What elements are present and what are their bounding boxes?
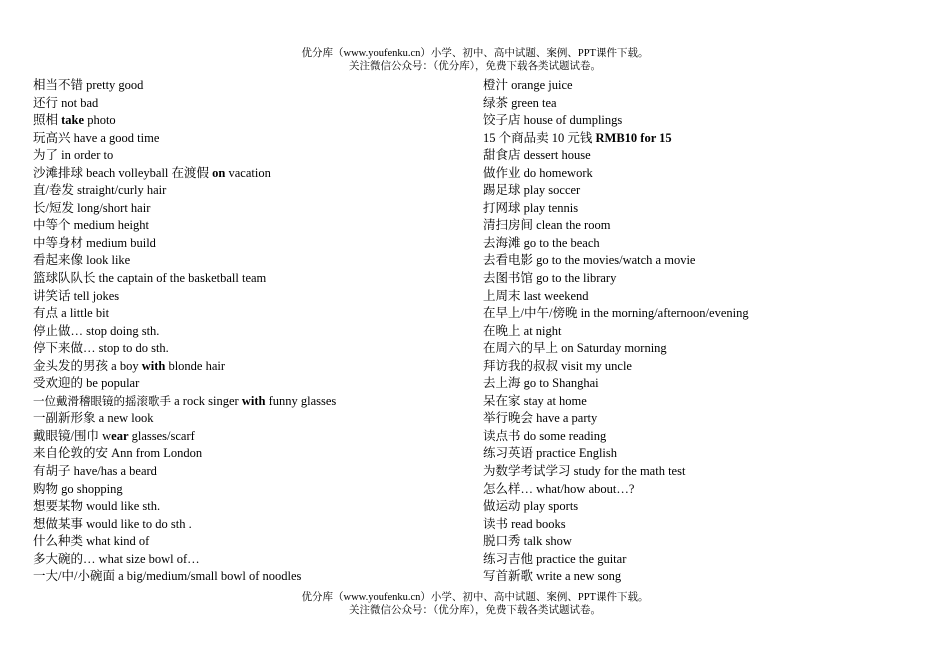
english-term: tell jokes (70, 288, 120, 303)
english-term: on Saturday morning (558, 341, 667, 356)
chinese-term: 举行晚会 (483, 411, 534, 426)
chinese-term: 去看电影 (483, 253, 534, 268)
english-term: clean the room (533, 218, 611, 233)
vocab-row (33, 498, 336, 516)
vocab-row (483, 77, 749, 95)
chinese-term: 绿茶 (483, 95, 509, 110)
english-term: play tennis (520, 200, 579, 215)
header-line-1: 优分库（www.youfenku.cn）小学、初中、高中试题、案例、PPT课件下载。 (301, 48, 649, 59)
english-term: a big/medium/small bowl of noodles (114, 569, 302, 584)
english-term: glasses/scarf (128, 428, 195, 443)
vocab-row (33, 516, 336, 534)
vocab-row (33, 340, 336, 358)
english-term: medium height (70, 218, 149, 233)
vocab-row (483, 305, 749, 323)
english-term: go to the beach (520, 235, 600, 250)
english-term: w (98, 428, 112, 443)
vocab-row (483, 428, 749, 446)
chinese-term: 为了 (33, 148, 59, 163)
vocab-row (483, 130, 749, 148)
english-term: practice English (533, 446, 618, 461)
english-term: visit my uncle (558, 358, 632, 373)
chinese-term: 看起来像 (33, 253, 84, 268)
english-term: funny glasses (265, 393, 337, 408)
vocab-row (483, 182, 749, 200)
english-term: orange juice (508, 78, 573, 92)
chinese-term: 饺子店 (483, 113, 521, 128)
english-term: stop to do sth. (95, 341, 169, 356)
chinese-term: 相当不错 (33, 78, 84, 92)
english-term: photo (84, 113, 116, 128)
chinese-term: 长/短发 (33, 200, 74, 215)
vocab-row (483, 568, 749, 586)
vocab-row (33, 130, 336, 148)
chinese-term: 来自伦敦的安 (33, 446, 109, 461)
chinese-term: 停止做… (33, 323, 84, 338)
vocab-row (33, 445, 336, 463)
english-term: do homework (520, 165, 593, 180)
vocab-row (33, 428, 336, 446)
english-term: blonde hair (165, 358, 226, 373)
vocab-row (33, 270, 336, 288)
vocab-row (483, 410, 749, 428)
english-term: go to the library (533, 271, 617, 286)
english-term: would like sth. (83, 499, 161, 514)
english-term: a boy (108, 358, 142, 373)
vocab-row (483, 200, 749, 218)
chinese-term: 戴眼镜/围巾 (33, 428, 99, 443)
vocab-row (33, 147, 336, 165)
chinese-term: 还行 (33, 95, 59, 110)
english-term: go shopping (58, 481, 123, 496)
chinese-term: 清扫房间 (483, 218, 534, 233)
vocab-row (33, 95, 336, 113)
chinese-term: 多大碗的… (33, 551, 96, 566)
vocab-row (483, 323, 749, 341)
english-term: what/how about…? (533, 481, 635, 496)
chinese-term: 去海滩 (483, 235, 521, 250)
chinese-term: 照相 (33, 113, 59, 128)
vocab-row (483, 551, 749, 569)
vocab-row (33, 112, 336, 130)
vocab-row (33, 165, 336, 183)
chinese-term: 去图书馆 (483, 271, 534, 286)
chinese-term: 一大/中/小碗面 (33, 569, 115, 584)
chinese-term: 在晚上 (483, 323, 521, 338)
vocab-row (33, 375, 336, 393)
chinese-term: 一副新形象 (33, 411, 96, 426)
vocab-row (483, 481, 749, 499)
chinese-term: 想做某事 (33, 516, 84, 531)
chinese-term: 读点书 (483, 428, 521, 443)
chinese-term: 玩高兴 (33, 130, 71, 145)
chinese-term: 为数学考试学习 (483, 464, 571, 479)
chinese-term: 做作业 (483, 165, 521, 180)
english-term: medium build (83, 235, 156, 250)
chinese-term: 中等身材 (33, 235, 84, 250)
english-term-bold: RMB10 for 15 (595, 130, 672, 145)
english-term: write a new song (533, 569, 622, 584)
chinese-term: 做运动 (483, 499, 521, 514)
english-term: the captain of the basketball team (95, 271, 267, 286)
vocab-row (483, 252, 749, 270)
chinese-term: 去上海 (483, 376, 521, 391)
vocab-row (33, 235, 336, 253)
chinese-term: 打网球 (483, 200, 521, 215)
page-header (0, 47, 950, 73)
vocab-row (483, 147, 749, 165)
vocab-row (483, 445, 749, 463)
vocab-row (483, 533, 749, 551)
english-term: play sports (520, 499, 579, 514)
english-term: stop doing sth. (83, 323, 160, 338)
chinese-term: 读书 (483, 516, 509, 531)
page-footer (0, 591, 950, 617)
chinese-term: 有点 (33, 306, 59, 321)
english-term: what kind of (83, 534, 150, 549)
vocab-row (33, 200, 336, 218)
chinese-term: 有胡子 (33, 464, 71, 479)
english-term-bold: with (141, 358, 166, 373)
vocab-row (33, 393, 336, 411)
vocab-row (33, 481, 336, 499)
chinese-term: 15 个商品卖 10 元钱 (483, 130, 593, 145)
english-term: go to the movies/watch a movie (533, 253, 696, 268)
english-term: do some reading (520, 428, 607, 443)
english-term: vacation (225, 165, 271, 180)
english-term: a little bit (58, 306, 110, 321)
english-term: dessert house (520, 148, 591, 163)
vocab-row (483, 270, 749, 288)
chinese-term: 甜食店 (483, 148, 521, 163)
vocab-row (483, 112, 749, 130)
english-term: straight/curly hair (73, 183, 167, 198)
vocab-row (483, 463, 749, 481)
vocab-row (33, 182, 336, 200)
chinese-term: 上周末 (483, 288, 521, 303)
english-term: in order to (58, 148, 114, 163)
vocab-row (483, 217, 749, 235)
english-term: house of dumplings (520, 113, 623, 128)
chinese-term: 什么种类 (33, 534, 84, 549)
vocab-row (33, 358, 336, 376)
footer-line-1: 优分库（www.youfenku.cn）小学、初中、高中试题、案例、PPT课件下载。 (301, 592, 649, 603)
english-term: Ann from London (108, 446, 203, 461)
vocab-row (483, 375, 749, 393)
vocab-row (33, 77, 336, 95)
english-term: long/short hair (73, 200, 151, 215)
english-term: be popular (83, 376, 140, 391)
vocab-row (483, 340, 749, 358)
english-term-bold: on (212, 165, 226, 180)
chinese-term: 练习英语 (483, 446, 534, 461)
chinese-term: 踢足球 (483, 183, 521, 198)
english-term: study for the math test (570, 464, 686, 479)
vocab-row (33, 533, 336, 551)
chinese-term: 金头发的男孩 (33, 358, 109, 373)
footer-line-2: 关注微信公众号：（优分库），免费下载各类试题试卷。 (349, 605, 601, 616)
english-term-bold: ear (111, 428, 129, 443)
vocab-row (33, 463, 336, 481)
chinese-term: 购物 (33, 481, 59, 496)
chinese-term: 讲笑话 (33, 288, 71, 303)
chinese-term: 怎么样… (483, 481, 534, 496)
vocab-row (483, 358, 749, 376)
chinese-term: 中等个 (33, 218, 71, 233)
left-vocabulary-column (33, 77, 336, 586)
vocab-row (483, 516, 749, 534)
english-term: a new look (95, 411, 154, 426)
english-term: last weekend (520, 288, 589, 303)
english-term: go to Shanghai (520, 376, 599, 391)
vocab-row (483, 288, 749, 306)
chinese-term: 篮球队队长 (33, 271, 96, 286)
chinese-term: 停下来做… (33, 341, 96, 356)
english-term: have a good time (70, 130, 160, 145)
vocab-row (483, 498, 749, 516)
english-term: talk show (520, 534, 572, 549)
vocab-row (33, 568, 336, 586)
vocab-row (33, 305, 336, 323)
english-term: in the morning/afternoon/evening (577, 306, 749, 321)
english-term: play soccer (520, 183, 581, 198)
chinese-term: 沙滩排球 (33, 165, 84, 180)
vocab-row (33, 288, 336, 306)
chinese-term: 受欢迎的 (33, 376, 84, 391)
chinese-term: 练习吉他 (483, 551, 534, 566)
vocab-row (483, 95, 749, 113)
vocab-row (33, 551, 336, 569)
english-term: would like to do sth . (83, 516, 192, 531)
vocab-row (33, 323, 336, 341)
english-term: have/has a beard (70, 464, 157, 479)
chinese-term: 橙汁 (483, 78, 509, 92)
chinese-term: 呆在家 (483, 393, 521, 408)
chinese-term: 拜访我的叔叔 (483, 358, 559, 373)
chinese-term: 写首新歌 (483, 569, 534, 584)
vocab-row (483, 393, 749, 411)
english-term: what size bowl of… (95, 551, 200, 566)
chinese-term: 直/卷发 (33, 183, 74, 198)
chinese-term: 一位戴滑稽眼镜的摇滚歌手 (33, 395, 171, 408)
english-term-bold: take (61, 113, 85, 128)
vocab-row (483, 235, 749, 253)
english-term: stay at home (520, 393, 587, 408)
english-term: look like (83, 253, 131, 268)
chinese-term: 想要某物 (33, 499, 84, 514)
chinese-term: 脱口秀 (483, 534, 521, 549)
english-term: not bad (58, 95, 99, 110)
chinese-term: 在周六的早上 (483, 341, 559, 356)
english-term: green tea (508, 95, 557, 110)
vocab-row (483, 165, 749, 183)
english-term: at night (520, 323, 562, 338)
english-term: pretty good (83, 78, 144, 92)
vocab-row (33, 410, 336, 428)
english-term: read books (508, 516, 566, 531)
vocab-row (33, 252, 336, 270)
english-term: have a party (533, 411, 598, 426)
right-vocabulary-column (483, 77, 749, 586)
vocab-row (33, 217, 336, 235)
english-term-bold: with (241, 393, 266, 408)
english-term: a rock singer (171, 393, 242, 408)
english-term: practice the guitar (533, 551, 627, 566)
english-term: beach volleyball 在渡假 (83, 165, 213, 180)
chinese-term: 在早上/中午/傍晚 (483, 306, 578, 321)
header-line-2: 关注微信公众号：（优分库），免费下载各类试题试卷。 (349, 61, 601, 72)
